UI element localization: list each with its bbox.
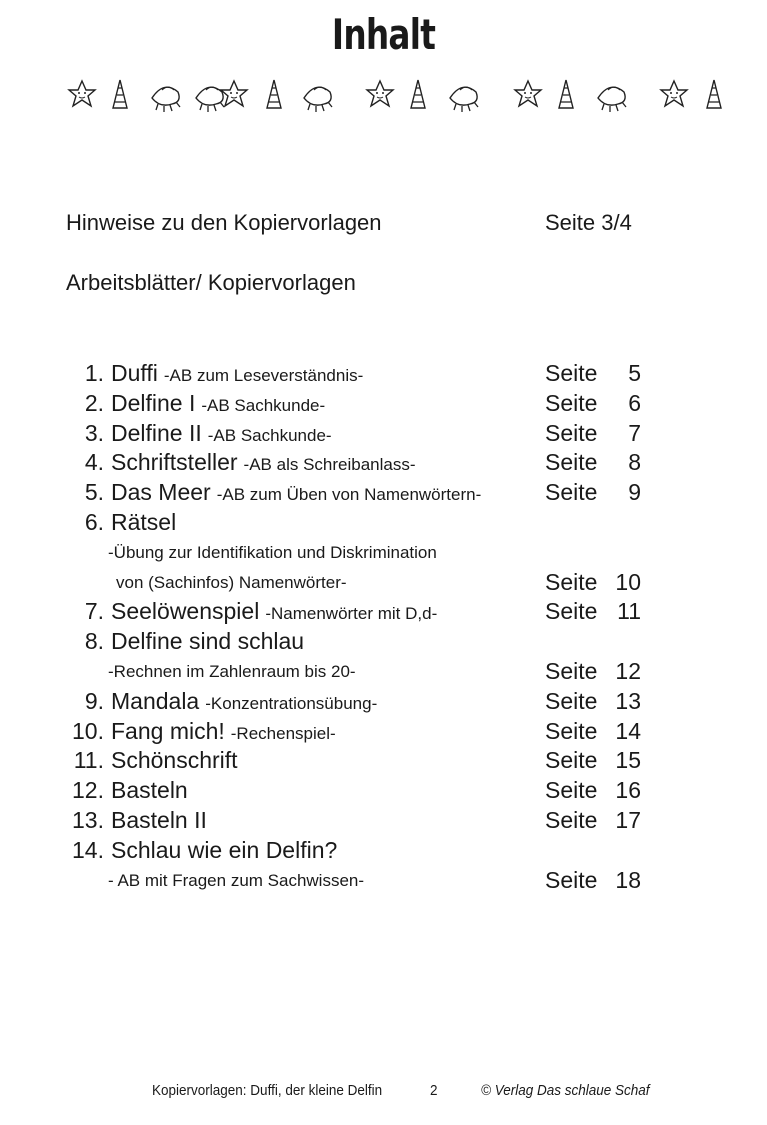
toc-seite-label: Seite [545, 658, 598, 684]
toc-entry [111, 420, 332, 447]
toc-entry-note: -Konzentrationsübung- [205, 693, 378, 713]
toc-entry-number: 2. [84, 389, 104, 416]
toc-page-number: 16 [615, 777, 641, 804]
toc-entry-title: Basteln [111, 777, 188, 804]
toc-page-number: 10 [615, 568, 641, 595]
page-title: Inhalt [331, 10, 436, 59]
toc-entry [111, 449, 416, 476]
toc-entry-number: 8. [84, 628, 104, 655]
toc-entry-number: 1. [84, 360, 104, 386]
toc-entry-note: -AB zum Leseverständnis- [163, 366, 364, 385]
toc-entry-title: Delfine I [111, 389, 196, 416]
toc-entry [111, 807, 207, 834]
toc-entry-title: Duffi [111, 360, 158, 386]
toc-entry-number: 4. [84, 449, 104, 476]
toc-page-number: 8 [628, 449, 641, 476]
toc-entry-number: 5. [84, 479, 104, 506]
toc-seite-label: Seite [545, 449, 598, 476]
toc-entry-note: -Rechenspiel- [230, 723, 336, 743]
toc-entry-title: Das Meer [111, 479, 211, 506]
toc-entry-subnote: - AB mit Fragen zum Sachwissen- [108, 870, 365, 890]
toc-seite-label: Seite [545, 866, 598, 893]
toc-page-number: 14 [615, 717, 641, 744]
toc-entry-number: 6. [84, 509, 104, 535]
toc-page-number: 17 [615, 807, 641, 833]
toc-page-number: 18 [615, 866, 641, 893]
intro-arbeitsblaetter [66, 270, 356, 296]
toc-seite-label: Seite [545, 807, 598, 833]
toc-page-number: 13 [615, 687, 641, 714]
intro-label: Arbeitsblätter/ Kopiervorlagen [66, 270, 356, 295]
toc-entry [111, 718, 336, 745]
toc-page-number: 11 [617, 598, 641, 625]
toc-entry [111, 837, 337, 864]
toc-page-number: 9 [628, 479, 641, 506]
toc-page-number: 6 [628, 389, 641, 416]
toc-page-number: 15 [615, 747, 641, 774]
toc-entry-subnote: -Übung zur Identifikation und Diskrimination [108, 542, 437, 562]
intro-hinweise-page: Seite 3/4 [545, 210, 632, 235]
intro-label: Hinweise zu den Kopiervorlagen [66, 210, 382, 235]
toc-entry-title: Rätsel [111, 509, 177, 535]
decorative-border [62, 72, 732, 120]
footer-page-number: 2 [430, 1082, 438, 1099]
toc-entry-number: 12. [72, 777, 104, 804]
toc-seite-label: Seite [545, 389, 598, 416]
toc-entry-note: -AB als Schreibanlass- [243, 455, 416, 475]
toc-entry-note: -AB Sachkunde- [201, 395, 326, 415]
toc-entry [111, 628, 304, 655]
toc-entry [111, 479, 481, 506]
toc-entry [111, 598, 437, 625]
footer-title: Kopiervorlagen: Duffi, der kleine Delfin [152, 1082, 383, 1099]
toc-entry [111, 390, 325, 417]
toc-entry [111, 777, 188, 804]
toc-entry-number: 11. [73, 747, 104, 774]
toc-seite-label: Seite [545, 479, 598, 506]
toc-entry-note: -AB zum Üben von Namenwörtern- [216, 485, 482, 505]
toc-page-number: 7 [628, 419, 641, 446]
intro-hinweise [66, 210, 382, 236]
toc-entry-subnote: -Rechnen im Zahlenraum bis 20- [108, 662, 356, 681]
toc-seite-label: Seite [545, 598, 598, 625]
toc-entry-note: -AB Sachkunde- [207, 425, 332, 445]
toc-entry-title: Schönschrift [111, 747, 238, 774]
toc-entry [111, 747, 238, 774]
toc-entry [111, 688, 377, 715]
toc-seite-label: Seite [545, 360, 598, 386]
toc-entry [111, 360, 363, 387]
toc-entry-number: 10. [72, 717, 104, 744]
toc-entry-note: -Namenwörter mit D,d- [265, 604, 438, 624]
toc-entry [111, 509, 176, 536]
toc-seite-label: Seite [545, 687, 598, 714]
toc-entry-number: 13. [72, 807, 104, 833]
toc-page-number: 12 [615, 658, 641, 684]
toc-seite-label: Seite [545, 747, 598, 774]
toc-entry-title: Schlau wie ein Delfin? [111, 836, 338, 863]
toc-entry-number: 7. [84, 598, 104, 625]
toc-entry-title: Basteln II [111, 807, 207, 833]
footer-publisher: © Verlag Das schlaue Schaf [481, 1082, 650, 1099]
toc-entry-number: 9. [84, 687, 104, 714]
toc-seite-label: Seite [545, 419, 598, 446]
toc-entry-title: Mandala [111, 687, 200, 714]
toc-entry-number: 14. [72, 836, 104, 863]
toc-entry-subnote: von (Sachinfos) Namenwörter- [116, 572, 347, 592]
toc-seite-label: Seite [545, 777, 598, 804]
toc-seite-label: Seite [545, 717, 598, 744]
toc-entry-title: Fang mich! [111, 717, 225, 744]
toc-entry-number: 3. [84, 419, 104, 446]
toc-entry-title: Delfine sind schlau [111, 628, 305, 655]
toc-seite-label: Seite [545, 568, 598, 595]
toc-entry-title: Schriftsteller [111, 449, 238, 476]
toc-page-number: 5 [628, 360, 641, 386]
toc-entry-title: Delfine II [111, 419, 202, 446]
toc-entry-title: Seelöwenspiel [111, 598, 260, 625]
